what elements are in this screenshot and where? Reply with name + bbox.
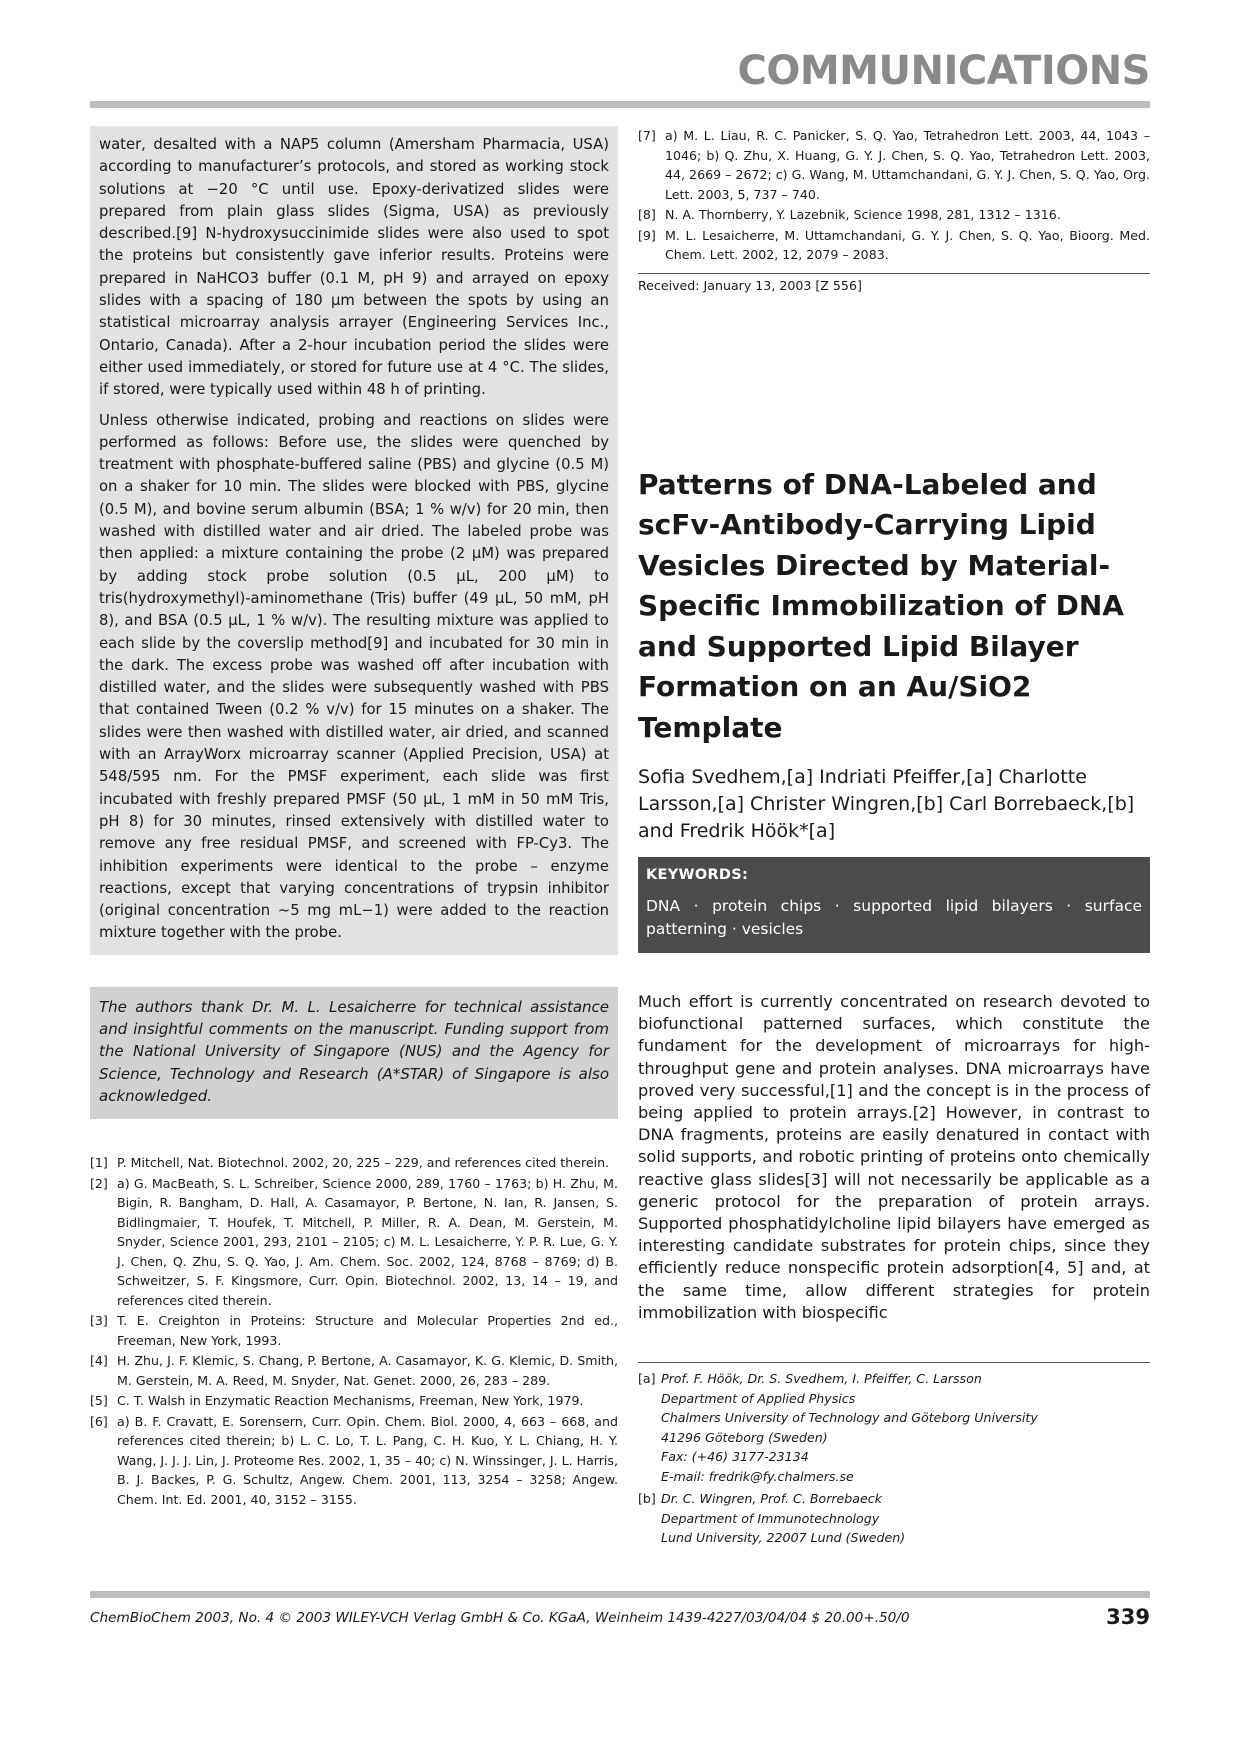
left-column	[90, 126, 618, 1510]
reference-text: P. Mitchell, Nat. Biotechnol. 2002, 20, 225 – 229, and references cited therein.	[117, 1155, 610, 1171]
affiliation-line: 41296 Göteborg (Sweden)	[661, 1429, 828, 1445]
reference-number: [6]	[90, 1413, 108, 1429]
affiliation-lines	[661, 1369, 1150, 1486]
methods-paragraph-2: Unless otherwise indicated, probing and reactions on slides were performed as follows: Before use, the slides were quenched by treatment with phosphate-buffered saline (PBS) and glycine (0.5 M) on a shaker for 10 min. The slides were blocked with PBS, glycine (0.5 M), and bovine serum albumin (BSA; 1 % w/v) for 20 min, then washed with distilled water and air dried. The labeled probe was then applied: a mixture containing the probe (2 µM) was prepared by adding stock probe solution (0.5 µL, 200 µM) to tris(hydroxymethyl)-aminomethane (Tris) buffer (49 µL, 50 mM, pH 8), and BSA (0.5 µL, 1 % w/v). The resulting mixture was applied to each slide by the coverslip method[9] and incubated for 30 min in the dark. The excess probe was washed off after incubation with distilled water, and the slides were subsequently washed with PBS that contained Tween (0.2 % v/v) for 15 minutes on a shaker. The slides were then washed with distilled water, air dried, and scanned with an ArrayWorx microarray scanner (Applied Precision, USA) at 548/595 nm. For the PMSF experiment, each slide was first incubated with freshly prepared PMSF (50 µL, 1 mM in 50 mM Tris, pH 8) for 30 minutes, rinsed extensively with distilled water to remove any free residual PMSF, and screened with FP-Cy3. The inhibition experiments were identical to the probe – enzyme reactions, except that varying concentrations of trypsin inhibitor (original concentration ∼5 mg mL−1) were added to the reaction mixture together with the probe.	[99, 411, 609, 942]
references-list	[90, 1153, 618, 1509]
reference-item	[90, 1311, 618, 1350]
reference-item	[638, 205, 1150, 225]
reference-number: [8]	[638, 207, 656, 222]
reference-number: [7]	[638, 128, 656, 143]
reference-number: [2]	[90, 1175, 108, 1191]
reference-text: T. E. Creighton in Proteins: Structure and Molecular Properties 2nd ed., Freeman, New York, 1993.	[117, 1313, 618, 1348]
right-column	[638, 126, 1150, 1551]
reference-item	[90, 1351, 618, 1390]
affiliation-a	[638, 1369, 1150, 1486]
page-number: 339	[1106, 1605, 1150, 1629]
methods-box	[90, 126, 618, 955]
affiliation-line: Dr. C. Wingren, Prof. C. Borrebaeck	[661, 1491, 882, 1507]
affiliation-line: Fax: (+46) 3177-23134	[661, 1449, 809, 1465]
reference-text: H. Zhu, J. F. Klemic, S. Chang, P. Bertone, A. Casamayor, K. G. Klemic, D. Smith, M. Gerstein, M. A. Reed, M. Snyder, Nat. Genet. 2000, 26, 283 – 289.	[117, 1353, 618, 1388]
footer-rule	[90, 1591, 1150, 1598]
reference-text: M. L. Lesaicherre, M. Uttamchandani, G. Y. J. Chen, S. Q. Yao, Bioorg. Med. Chem. Lett. 2002, 12, 2079 – 2083.	[665, 227, 1150, 262]
acknowledgement-text: The authors thank Dr. M. L. Lesaicherre for technical assistance and insightful comments on the manuscript. Funding support from the National University of Singapore (NUS) and the Agency for Science, Technology and Research (A*STAR) of Singapore is also acknowledged.	[99, 997, 609, 1105]
reference-item	[90, 1153, 618, 1173]
acknowledgement-box	[90, 987, 618, 1119]
received-date: Received: January 13, 2003 [Z 556]	[638, 273, 1150, 293]
keywords-list: DNA · protein chips · supported lipid bilayers · surface patterning · vesicles	[646, 897, 1142, 938]
affiliation-line: Lund University, 22007 Lund (Sweden)	[661, 1530, 906, 1546]
reference-item	[638, 226, 1150, 265]
methods-paragraph-1: water, desalted with a NAP5 column (Amersham Pharmacia, USA) according to manufacturer’s protocols, and stored as working stock solutions at −20 °C until use. Epoxy-derivatized slides were prepared from plain glass slides (Sigma, USA) as previously described.[9] N-hydroxysuccinimide slides were also used to spot the proteins but consistently gave inferior results. Proteins were prepared in NaHCO3 buffer (0.1 M, pH 9) and arrayed on epoxy slides with a spacing of 180 µm between the spots by using an statistical microarray analysis arrayer (Engineering Services Inc., Ontario, Canada). After a 2-hour incubation period the slides were either used immediately, or stored for future use at 4 °C. The slides, if stored, were typically used within 48 h of printing.	[99, 136, 609, 399]
author-list: Sofia Svedhem,[a] Indriati Pfeiffer,[a] Charlotte Larsson,[a] Christer Wingren,[b] Carl Borrebaeck,[b] and Fredrik Höök*[a]	[638, 766, 1135, 842]
references-list-continued	[638, 126, 1150, 265]
affiliation-line: Department of Applied Physics	[661, 1390, 856, 1406]
reference-text: C. T. Walsh in Enzymatic Reaction Mechanisms, Freeman, New York, 1979.	[117, 1393, 584, 1409]
reference-text: a) G. MacBeath, S. L. Schreiber, Science 2000, 289, 1760 – 1763; b) H. Zhu, M. Bigin, R. Bangham, D. Hall, A. Casamayor, P. Bertone, N. Ian, R. Jansen, S. Bidlingmaier, T. Houfek, T. Mitchell, P. Miller, R. A. Dean, M. Gerstein, M. Snyder, Science 2001, 293, 2101 – 2105; c) M. L. Lesaicherre, Y. P. R. Lue, G. Y. J. Chen, Q. Zhu, S. Q. Yao, J. Am. Chem. Soc. 2002, 124, 8768 – 8769; d) B. Schweitzer, S. F. Kingsmore, Curr. Opin. Biotechnol. 2002, 13, 14 – 19, and references cited therein.	[117, 1175, 618, 1308]
reference-number: [9]	[638, 227, 656, 243]
affiliation-email[interactable]: E-mail: fredrik@fy.chalmers.se	[661, 1468, 854, 1484]
article-title: Patterns of DNA-Labeled and scFv-Antibody-Carrying Lipid Vesicles Directed by Material-Specific Immobilization of DNA and Supported Lipid Bilayer Formation on an Au/SiO2 Template	[638, 467, 1124, 744]
affiliation-line: Prof. F. Höök, Dr. S. Svedhem, I. Pfeiffer, C. Larsson	[661, 1371, 982, 1387]
affiliation-lines	[661, 1489, 1150, 1548]
reference-text: a) M. L. Liau, R. C. Panicker, S. Q. Yao, Tetrahedron Lett. 2003, 44, 1043 – 1046; b) Q. Zhu, X. Huang, G. Y. J. Chen, S. Q. Yao, Tetrahedron Lett. 2003, 44, 2669 – 2672; c) G. Wang, M. Uttamchandani, G. Y. J. Chen, S. Q. Yao, Org. Lett. 2003, 5, 737 – 740.	[665, 128, 1150, 202]
reference-number: [5]	[90, 1393, 108, 1409]
affiliations	[638, 1362, 1150, 1548]
body-paragraph: Much effort is currently concentrated on research devoted to biofunctional patterned surfaces, which constitute the fundament for the development of microarrays for high-throughput gene and protein analyses. DNA microarrays have proved very successful,[1] and the concept is in the process of being applied to protein arrays.[2] However, in contrast to DNA fragments, proteins are easily denatured in contact with solid supports, and robotic printing of proteins onto chemically reactive glass slides[3] will not necessarily be applicable as a generic protocol for the preparation of protein arrays. Supported phosphatidylcholine lipid bilayers have emerged as interesting candidate substrates for protein chips, since they efficiently reduce nonspecific protein adsorption[4, 5] and, at the same time, allow different strategies for protein immobilization with biospecific	[638, 992, 1150, 1322]
affiliation-line: Department of Immunotechnology	[661, 1510, 880, 1526]
reference-item	[90, 1391, 618, 1411]
affiliation-b	[638, 1489, 1150, 1548]
footer-citation: ChemBioChem 2003, No. 4 © 2003 WILEY-VCH Verlag GmbH & Co. KGaA, Weinheim 1439-4227/03/04/04 $ 20.00+.50/0	[90, 1610, 910, 1626]
reference-number: [1]	[90, 1155, 108, 1171]
header-rule	[90, 101, 1150, 108]
reference-item	[90, 1174, 618, 1311]
reference-item	[90, 1412, 618, 1510]
section-header: COMMUNICATIONS	[737, 48, 1150, 94]
affiliation-tag: [b]	[638, 1491, 656, 1507]
reference-text: a) B. F. Cravatt, E. Sorensern, Curr. Opin. Chem. Biol. 2000, 4, 663 – 668, and references cited therein; b) L. C. Lo, T. L. Pang, C. H. Kuo, Y. L. Chiang, H. Y. Wang, J. J. J. Lin, J. Proteome Res. 2002, 1, 35 – 40; c) N. Winssinger, J. L. Harris, B. J. Backes, P. G. Schultz, Angew. Chem. 2001, 113, 3254 – 3258; Angew. Chem. Int. Ed. 2001, 40, 3152 – 3155.	[117, 1413, 618, 1507]
reference-number: [4]	[90, 1353, 108, 1369]
reference-number: [3]	[90, 1313, 108, 1329]
keywords-heading: KEYWORDS:	[646, 867, 749, 883]
reference-item	[638, 126, 1150, 204]
reference-text: N. A. Thornberry, Y. Lazebnik, Science 1998, 281, 1312 – 1316.	[665, 207, 1061, 222]
keywords-box	[638, 857, 1150, 953]
affiliation-tag: [a]	[638, 1371, 656, 1387]
affiliation-line: Chalmers University of Technology and Göteborg University	[661, 1410, 1038, 1426]
